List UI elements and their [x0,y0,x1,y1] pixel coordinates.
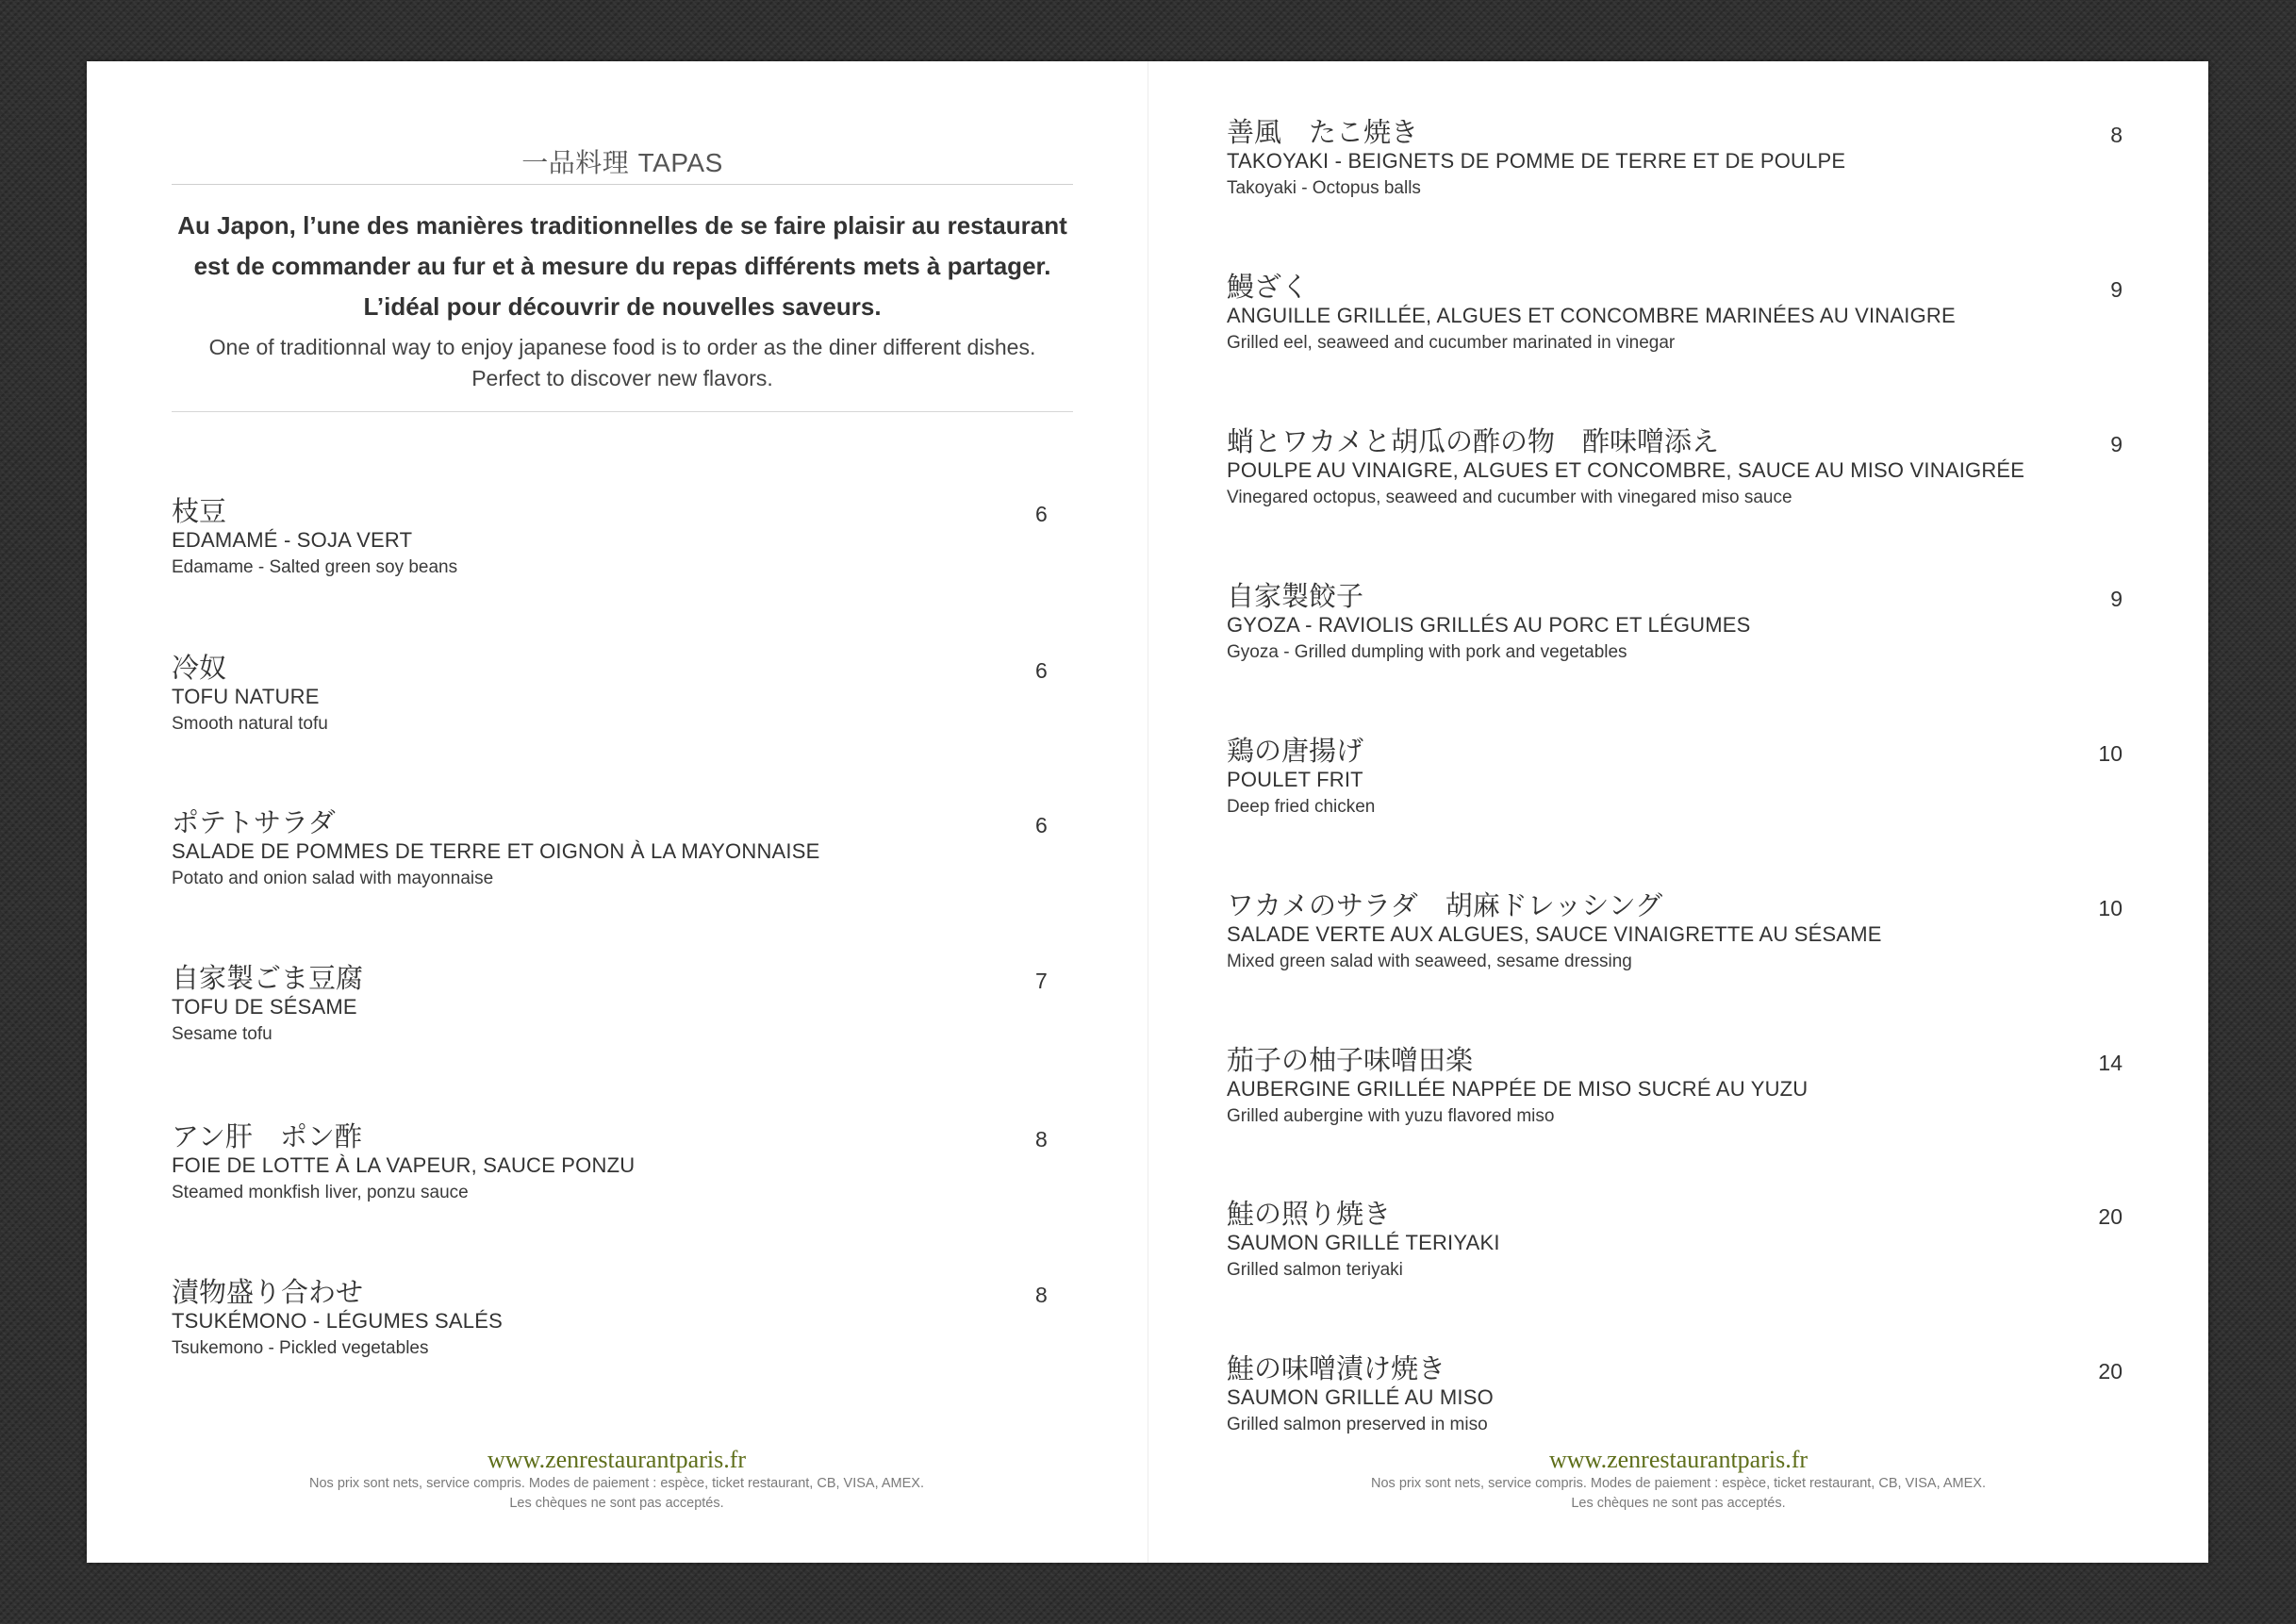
item-description-en: Grilled aubergine with yuzu flavored miso [1227,1106,1555,1126]
footer-note-line-1: Nos prix sont nets, service compris. Modes de paiement : espèce, ticket restaurant, CB, VISA, AMEX. [1371,1476,1986,1491]
item-name-fr: SAUMON GRILLÉ TERIYAKI [1227,1231,1500,1254]
item-name-fr: GYOZA - RAVIOLIS GRILLÉS AU PORC ET LÉGUMES [1227,613,1751,637]
item-description-en: Tsukemono - Pickled vegetables [172,1338,429,1358]
menu-sheet [87,61,2208,1563]
item-name-jp: ワカメのサラダ 胡麻ドレッシング [1227,889,1663,921]
item-name-fr: TAKOYAKI - BEIGNETS DE POMME DE TERRE ET DE POULPE [1227,149,1846,173]
item-price: 9 [2110,432,2123,456]
menu-item [1227,575,2123,679]
item-description-en: Gyoza - Grilled dumpling with pork and vegetables [1227,642,1627,662]
menu-item [1227,885,2123,988]
item-price: 20 [2098,1359,2123,1384]
item-name-fr: ANGUILLE GRILLÉE, ALGUES ET CONCOMBRE MARINÉES AU VINAIGRE [1227,304,1956,327]
menu-item [1227,111,2123,215]
item-price: 9 [2110,277,2123,302]
intro-french: Au Japon, l’une des manières traditionnelles de se faire plaisir au restaurant est de commander au fur et à mesure du repas différents mets à partager. L’idéal pour découvrir de nouvelles saveurs. [177,211,1067,321]
item-description-en: Grilled salmon teriyaki [1227,1260,1403,1280]
item-name-jp: 善風 たこ焼き [1227,116,1419,148]
menu-item [172,1271,1073,1375]
item-description-en: Deep fried chicken [1227,797,1376,817]
menu-item [172,490,1073,594]
item-name-jp: 漬物盛り合わせ [172,1276,364,1308]
left-page [87,61,1148,1563]
item-description-en: Grilled salmon preserved in miso [1227,1415,1488,1434]
item-name-jp: 鮭の味噌漬け焼き [1227,1352,1446,1384]
item-name-jp: 鶏の唐揚げ [1227,735,1364,767]
item-name-jp: アン肝 ポン酢 [172,1120,362,1152]
footer [155,1446,1079,1514]
footer-note-line-1: Nos prix sont nets, service compris. Modes de paiement : espèce, ticket restaurant, CB, VISA, AMEX. [309,1476,924,1491]
item-description-en: Edamame - Salted green soy beans [172,557,458,577]
item-price: 10 [2098,896,2123,920]
item-price: 6 [1035,658,1048,683]
item-name-jp: 茄子の柚子味噌田楽 [1227,1044,1474,1076]
item-name-fr: AUBERGINE GRILLÉE NAPPÉE DE MISO SUCRÉ AU YUZU [1227,1077,1809,1101]
item-price: 8 [1035,1127,1048,1152]
item-name-jp: 冷奴 [172,652,227,684]
menu-item [1227,266,2123,370]
website-link[interactable]: www.zenrestaurantparis.fr [487,1446,747,1473]
menu-item [172,957,1073,1061]
item-price: 6 [1035,502,1048,526]
item-name-jp: 自家製餃子 [1227,580,1364,612]
item-name-jp: ポテトサラダ [172,806,336,838]
intro-english-line-2: Perfect to discover new flavors. [471,366,773,390]
menu-item [172,647,1073,751]
item-price: 10 [2098,741,2123,766]
item-price: 7 [1035,969,1048,993]
item-description-en: Vinegared octopus, seaweed and cucumber with vinegared miso sauce [1227,488,1792,507]
intro-english-line-1: One of traditionnal way to enjoy japanese food is to order as the diner different dishes. [208,335,1036,359]
item-name-fr: SAUMON GRILLÉ AU MISO [1227,1385,1494,1409]
item-name-fr: TSUKÉMONO - LÉGUMES SALÉS [172,1309,503,1333]
item-description-en: Mixed green salad with seaweed, sesame dressing [1227,952,1632,971]
section-title [172,142,1073,185]
website-link[interactable]: www.zenrestaurantparis.fr [1548,1446,1809,1473]
item-name-jp: 鮭の照り焼き [1227,1198,1392,1230]
item-name-jp: 枝豆 [172,495,227,527]
footer-note-line-2: Les chèques ne sont pas acceptés. [509,1496,724,1511]
menu-item [1227,1193,2123,1297]
item-description-en: Grilled eel, seaweed and cucumber marinated in vinegar [1227,333,1676,353]
menu-item [1227,1348,2123,1451]
section-title-jp: 一品料理 [521,147,630,178]
footer [1216,1446,2140,1514]
item-name-fr: FOIE DE LOTTE À LA VAPEUR, SAUCE PONZU [172,1153,636,1177]
item-name-fr: TOFU NATURE [172,685,320,708]
footer-note-line-2: Les chèques ne sont pas acceptés. [1571,1496,1786,1511]
item-price: 6 [1035,813,1048,837]
menu-item [1227,421,2123,524]
item-name-jp: 鰻ざく [1227,271,1310,303]
item-description-en: Takoyaki - Octopus balls [1227,178,1421,198]
item-name-fr: TOFU DE SÉSAME [172,995,357,1019]
item-price: 8 [1035,1283,1048,1307]
menu-item [1227,1039,2123,1143]
item-description-en: Potato and onion salad with mayonnaise [172,869,494,888]
right-page [1148,61,2208,1563]
menu-item [172,802,1073,905]
item-name-jp: 蛸とワカメと胡瓜の酢の物 酢味噌添え [1227,425,1720,457]
item-name-fr: SALADE VERTE AUX ALGUES, SAUCE VINAIGRETTE AU SÉSAME [1227,922,1882,946]
section-header [172,142,1073,412]
item-name-fr: EDAMAMÉ - SOJA VERT [172,528,413,552]
item-description-en: Steamed monkfish liver, ponzu sauce [172,1183,469,1202]
intro-english [172,332,1073,412]
item-price: 14 [2098,1051,2123,1075]
item-name-jp: 自家製ごま豆腐 [172,962,364,994]
item-name-fr: POULET FRIT [1227,768,1363,791]
item-name-fr: SALADE DE POMMES DE TERRE ET OIGNON À LA MAYONNAISE [172,839,820,863]
item-description-en: Sesame tofu [172,1024,273,1044]
section-title-en: TAPAS [637,148,723,177]
menu-item [1227,730,2123,834]
item-price: 9 [2110,587,2123,611]
item-name-fr: POULPE AU VINAIGRE, ALGUES ET CONCOMBRE, SAUCE AU MISO VINAIGRÉE [1227,458,2025,482]
menu-item [172,1116,1073,1219]
item-description-en: Smooth natural tofu [172,714,328,734]
item-price: 8 [2110,123,2123,147]
item-price: 20 [2098,1204,2123,1229]
